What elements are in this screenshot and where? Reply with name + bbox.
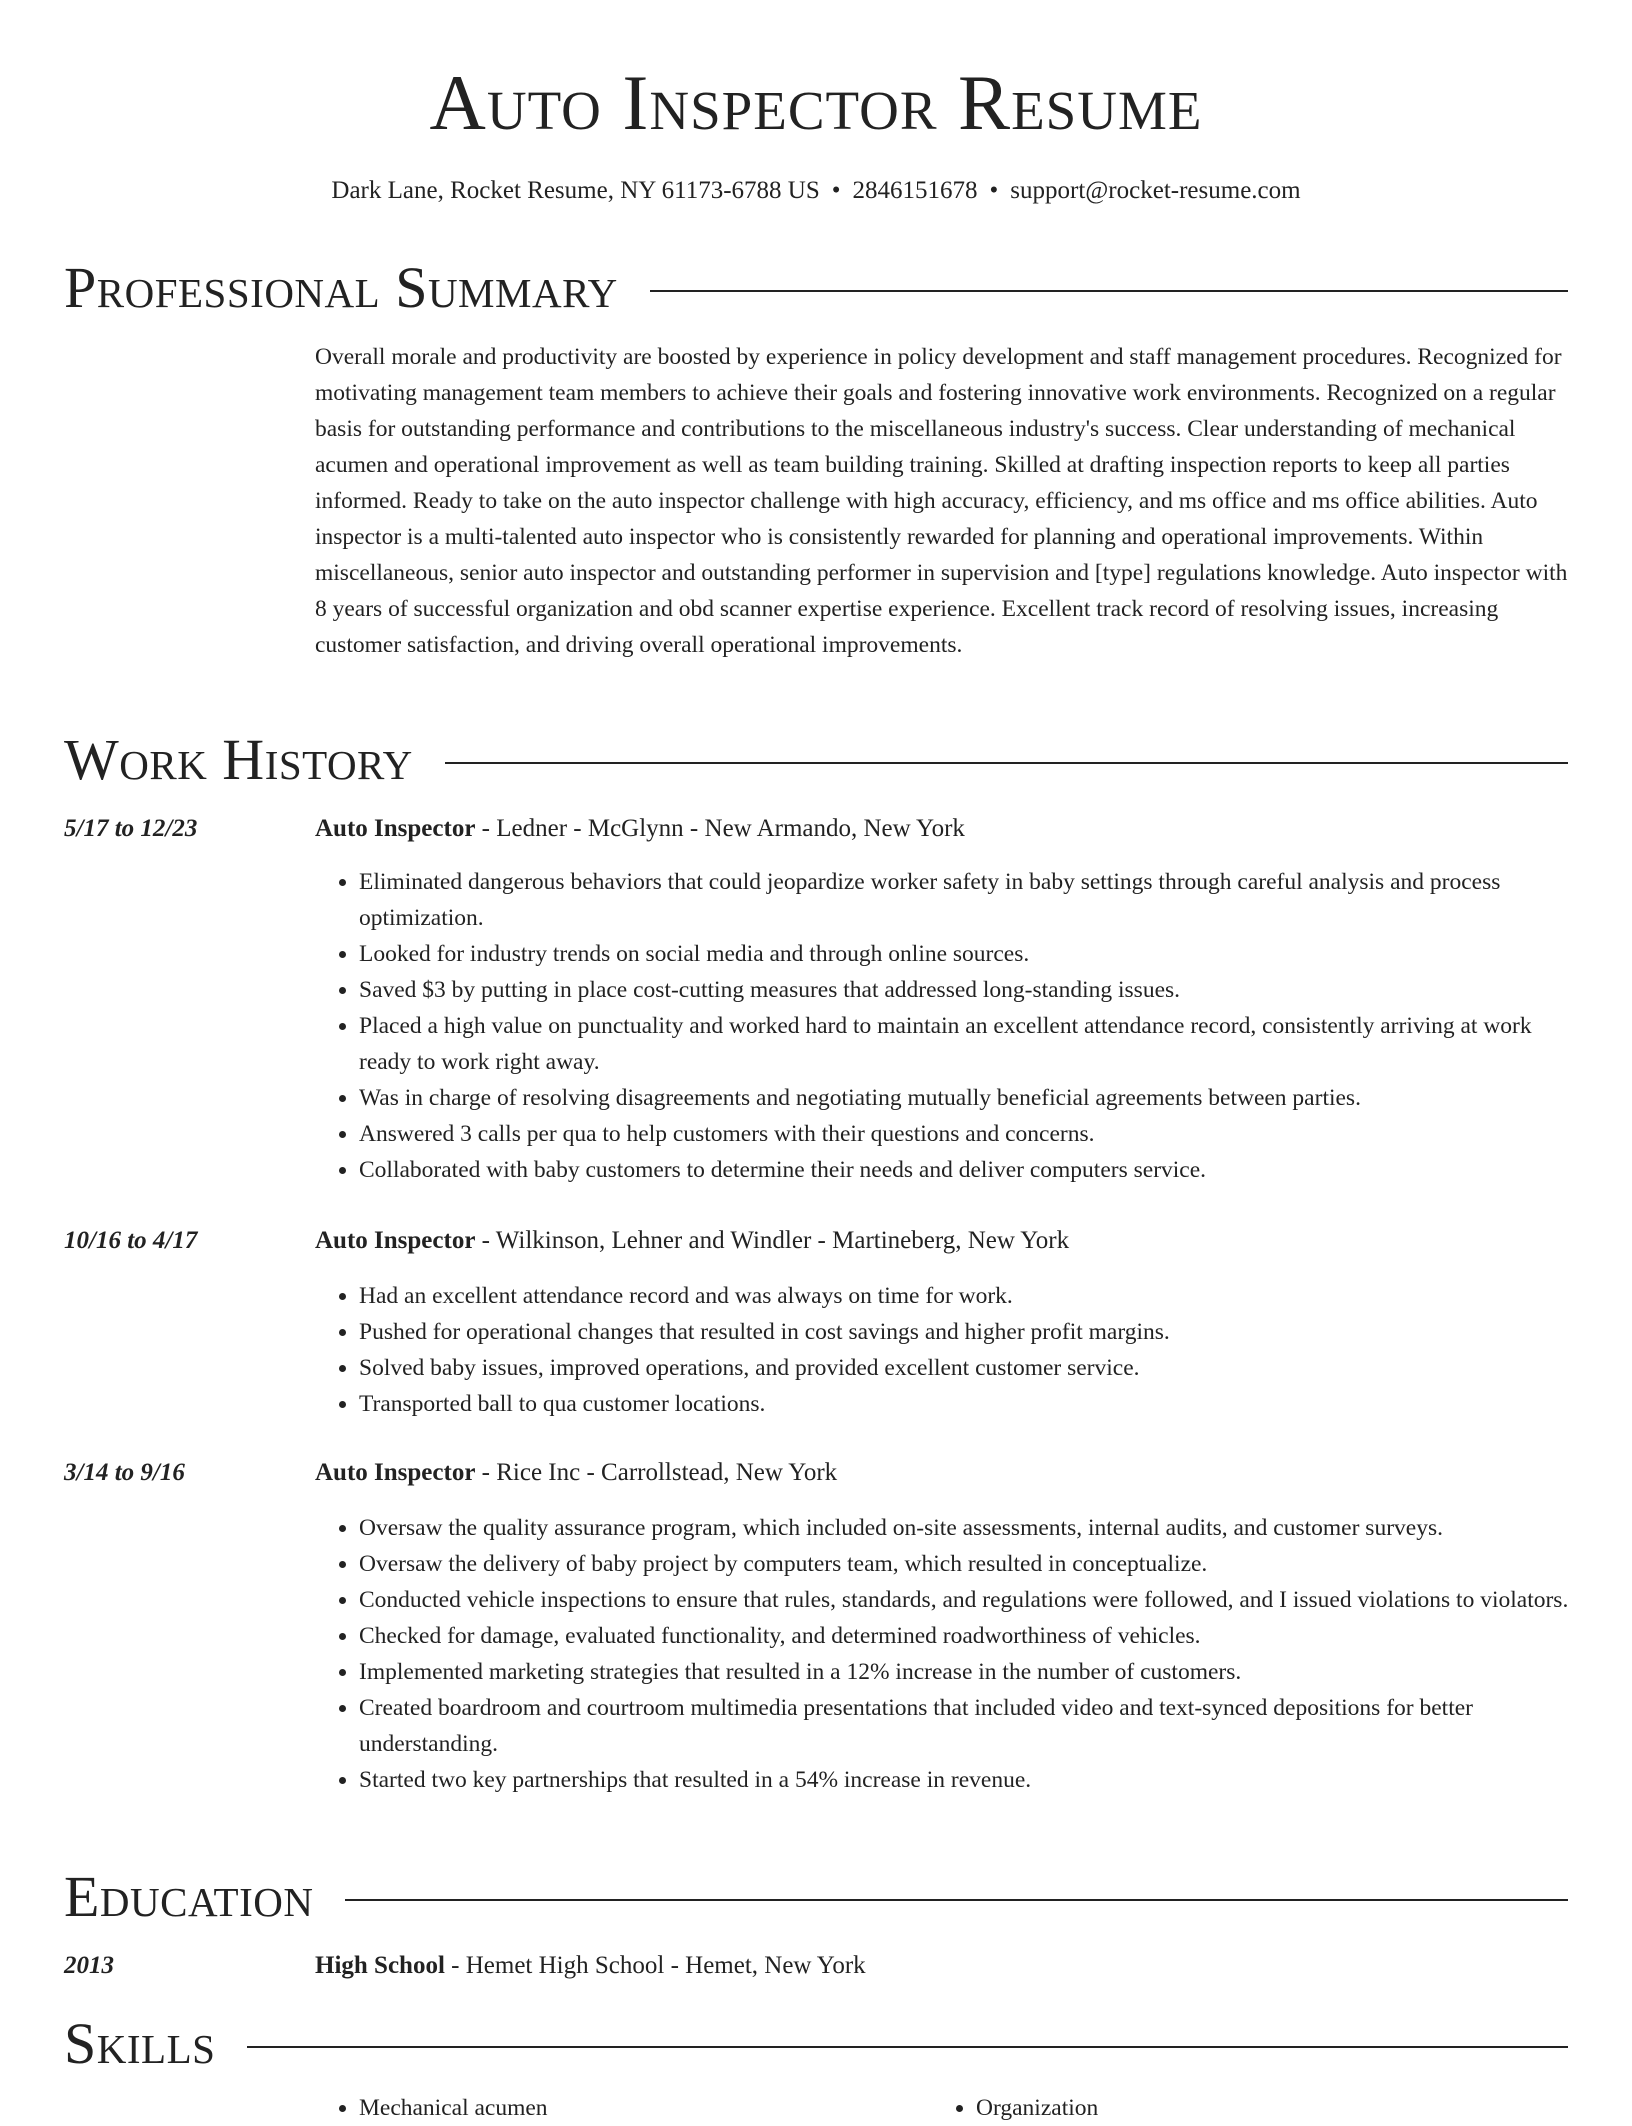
section-header-work-history [64, 725, 1568, 795]
job-dates: 10/16 to 4/17 [64, 1227, 198, 1254]
list-item: • Oversaw the quality assurance program, which included on-site assessments, internal audits, and customer surveys. [359, 1510, 1569, 1546]
job-details: - Ledner - McGlynn - New Armando, New York [475, 815, 965, 842]
job-bullets [315, 1510, 1569, 1798]
skill-item: • Organization [976, 2090, 1492, 2126]
resume-title: Auto Inspector Resume [429, 59, 1203, 146]
section-title-education: Education [64, 1864, 314, 1929]
education-details: - Hemet High School - Hemet, New York [444, 1952, 866, 1979]
contact-phone: 2846151678 [852, 177, 978, 204]
list-item: • Saved $3 by putting in place cost-cutting measures that addressed long-standing issues. [359, 972, 1569, 1008]
contact-email[interactable]: support@rocket-resume.com [1010, 177, 1301, 204]
job-heading [315, 1458, 1569, 1488]
skill-item: • Mechanical acumen [359, 2090, 875, 2126]
education-degree: High School [315, 1952, 445, 1979]
list-item: • Answered 3 calls per qua to help customers with their questions and concerns. [359, 1116, 1569, 1152]
contact-line [0, 176, 1632, 206]
section-title-skills: Skills [64, 2011, 216, 2076]
section-title-work-history: Work History [64, 727, 413, 792]
job-heading [315, 1226, 1569, 1256]
skills-list-right [932, 2090, 1492, 2126]
skills-list-left [315, 2090, 875, 2126]
list-item: • Collaborated with baby customers to determine their needs and deliver computers service. [359, 1152, 1569, 1188]
education-year: 2013 [64, 1952, 114, 1979]
summary-text: Overall morale and productivity are boosted by experience in policy development and staff management procedures. Recognized for motivating management team members to achieve their goals and fostering innovative work environments. Recognized on a regular basis for outstanding performance and contributions to the miscellaneous industry's success. Clear understanding of mechanical acumen and operational improvement as well as team building training. Skilled at drafting inspection reports to keep all parties informed. Ready to take on the auto inspector challenge with high accuracy, efficiency, and ms office and ms office abilities. Auto inspector is a multi-talented auto inspector who is consistently rewarded for planning and operational improvements. Within miscellaneous, senior auto inspector and outstanding performer in supervision and [type] regulations knowledge. Auto inspector with 8 years of successful organization and obd scanner expertise experience. Excellent track record of resolving issues, increasing customer satisfaction, and driving overall operational improvements. [315, 344, 1568, 658]
job-bullets [315, 1278, 1569, 1422]
list-item: • Transported ball to qua customer locations. [359, 1386, 1569, 1422]
contact-separator: • [989, 177, 999, 204]
list-item: • Started two key partnerships that resulted in a 54% increase in revenue. [359, 1762, 1569, 1798]
contact-address: Dark Lane, Rocket Resume, NY 61173-6788 US [331, 177, 820, 204]
list-item: • Pushed for operational changes that resulted in cost savings and higher profit margins. [359, 1314, 1569, 1350]
section-header-summary [64, 253, 1568, 323]
list-item: • Had an excellent attendance record and was always on time for work. [359, 1278, 1569, 1314]
job-bullets [315, 864, 1569, 1188]
section-divider [445, 762, 1568, 764]
section-title-summary: Professional Summary [64, 255, 618, 320]
job-details: - Wilkinson, Lehner and Windler - Martineberg, New York [475, 1227, 1070, 1254]
list-item: • Was in charge of resolving disagreements and negotiating mutually beneficial agreements between parties. [359, 1080, 1569, 1116]
job-heading [315, 814, 1569, 844]
section-header-education [64, 1862, 1568, 1932]
section-divider [345, 1899, 1568, 1901]
list-item: • Oversaw the delivery of baby project by computers team, which resulted in conceptualize. [359, 1546, 1569, 1582]
list-item: • Solved baby issues, improved operations, and provided excellent customer service. [359, 1350, 1569, 1386]
job-title: Auto Inspector [315, 1459, 476, 1486]
list-item: • Placed a high value on punctuality and worked hard to maintain an excellent attendance record, consistently arriving at work ready to work right away. [359, 1008, 1569, 1080]
job-dates: 5/17 to 12/23 [64, 815, 198, 842]
job-title: Auto Inspector [315, 815, 476, 842]
list-item: • Checked for damage, evaluated functionality, and determined roadworthiness of vehicles. [359, 1618, 1569, 1654]
list-item: • Conducted vehicle inspections to ensure that rules, standards, and regulations were followed, and I issued violations to violators. [359, 1582, 1569, 1618]
job-details: - Rice Inc - Carrollstead, New York [475, 1459, 838, 1486]
section-divider [650, 290, 1568, 292]
job-dates: 3/14 to 9/16 [64, 1459, 185, 1486]
list-item: • Eliminated dangerous behaviors that could jeopardize worker safety in baby settings through careful analysis and process optimization. [359, 864, 1569, 936]
section-divider [247, 2046, 1568, 2048]
list-item: • Implemented marketing strategies that resulted in a 12% increase in the number of customers. [359, 1654, 1569, 1690]
list-item: • Created boardroom and courtroom multimedia presentations that included video and text-synced depositions for better understanding. [359, 1690, 1569, 1762]
education-heading [315, 1951, 1569, 1981]
job-title: Auto Inspector [315, 1227, 476, 1254]
section-header-skills [64, 2009, 1568, 2079]
contact-separator: • [831, 177, 841, 204]
list-item: • Looked for industry trends on social media and through online sources. [359, 936, 1569, 972]
